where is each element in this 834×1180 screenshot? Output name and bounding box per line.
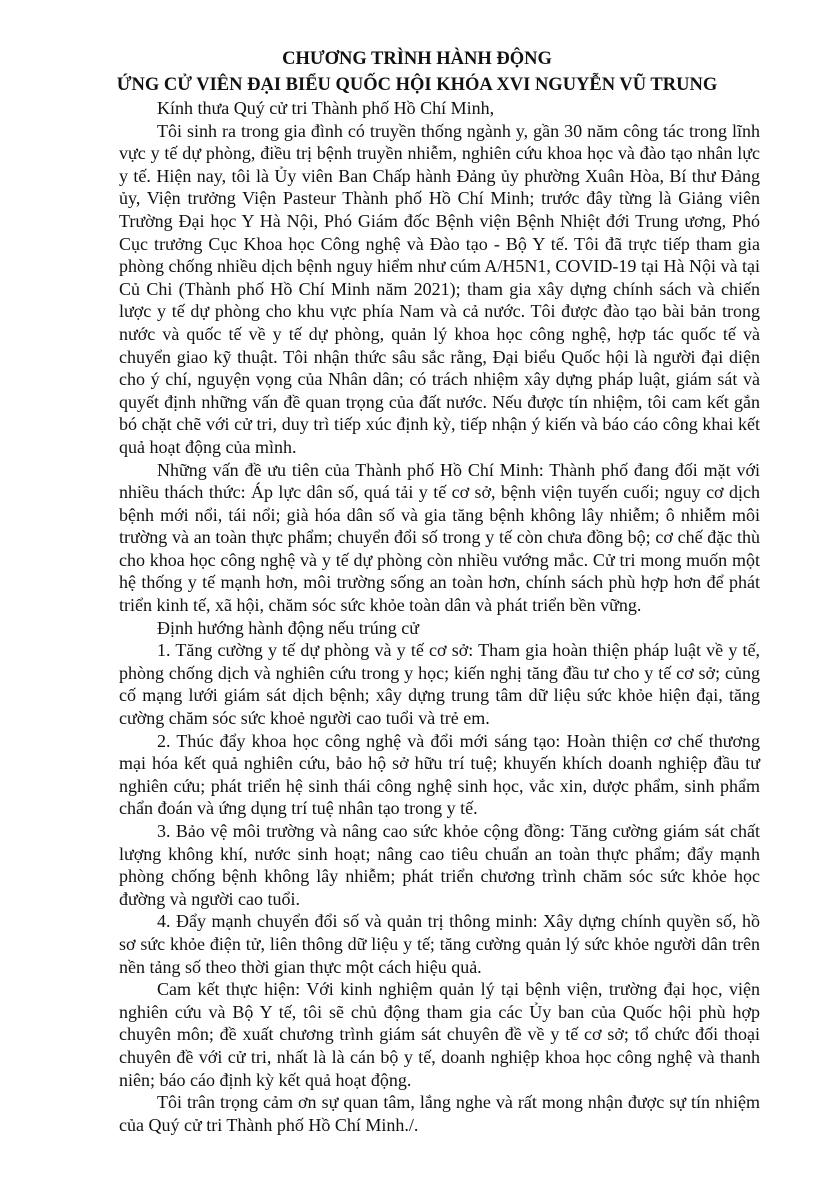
greeting: Kính thưa Quý cử tri Thành phố Hồ Chí Minh, [157, 98, 495, 118]
action-item-3: 3. Bảo vệ môi trường và nâng cao sức khỏe cộng đồng: Tăng cường giám sát chất lượng không khí, nước sinh hoạt; nâng cao tiêu chuẩn an toàn thực phẩm; đẩy mạnh phòng chống bệnh không lây nhiễm; phát triển chương trình chăm sóc sức khỏe học đường và người cao tuổi. [119, 821, 760, 909]
paragraph-introduction: Tôi sinh ra trong gia đình có truyền thống ngành y, gần 30 năm công tác trong lĩnh vực y tế dự phòng, điều trị bệnh truyền nhiễm, nghiên cứu khoa học và đào tạo nhân lực y tế. Hiện nay, tôi là Ủy viên Ban Chấp hành Đảng ủy phường Xuân Hòa, Bí thư Đảng ủy, Viện trưởng Viện Pasteur Thành phố Hồ Chí Minh; trước đây từng là Giảng viên Trường Đại học Y Hà Nội, Phó Giám đốc Bệnh viện Bệnh Nhiệt đới Trung ương, Phó Cục trưởng Cục Khoa học Công nghệ và Đào tạo - Bộ Y tế. Tôi đã trực tiếp tham gia phòng chống nhiều dịch bệnh nguy hiểm như cúm A/H5N1, COVID-19 tại Hà Nội và tại Củ Chi (Thành phố Hồ Chí Minh năm 2021); tham gia xây dựng chính sách và chiến lược y tế dự phòng cho khu vực phía Nam và cả nước. Tôi được đào tạo bài bản trong nước và quốc tế về y tế dự phòng, quản lý khoa học công nghệ, hợp tác quốc tế và chuyển giao kỹ thuật. Tôi nhận thức sâu sắc rằng, Đại biểu Quốc hội là người đại diện cho ý chí, nguyện vọng của Nhân dân; có trách nhiệm xây dựng pháp luật, giám sát và quyết định những vấn đề quan trọng của đất nước. Nếu được tín nhiệm, tôi cam kết gắn bó chặt chẽ với cử tri, duy trì tiếp xúc định kỳ, tiếp nhận ý kiến và báo cáo công khai kết quả hoạt động của mình. [119, 120, 760, 457]
document-subtitle: ỨNG CỬ VIÊN ĐẠI BIỂU QUỐC HỘI KHÓA XVI NGUYỄN VŨ TRUNG [116, 75, 718, 95]
paragraph-priorities: Những vấn đề ưu tiên của Thành phố Hồ Chí Minh: Thành phố đang đối mặt với nhiều thách thức: Áp lực dân số, quá tải y tế cơ sở, bệnh viện tuyến cuối; nguy cơ dịch bệnh mới nổi, tái nổi; già hóa dân số và gia tăng bệnh không lây nhiễm; ô nhiễm môi trường và an toàn thực phẩm; chuyển đổi số trong y tế còn chưa đồng bộ; cơ chế đặc thù cho khoa học công nghệ và y tế dự phòng còn nhiều vướng mắc. Cử tri mong muốn một hệ thống y tế mạnh hơn, môi trường sống an toàn hơn, chính sách phù hợp hơn để phát triển kinh tế, xã hội, chăm sóc sức khỏe toàn dân và phát triển bền vững. [119, 459, 760, 616]
section-heading-action-plan: Định hướng hành động nếu trúng cử [157, 617, 419, 638]
action-item-2: 2. Thúc đẩy khoa học công nghệ và đổi mới sáng tạo: Hoàn thiện cơ chế thương mại hóa kết quả nghiên cứu, bảo hộ sở hữu trí tuệ; khuyến khích doanh nghiệp đầu tư nghiên cứu; phát triển hệ sinh thái công nghệ sinh học, vắc xin, dược phẩm, sinh phẩm chẩn đoán và ứng dụng trí tuệ nhân tạo trong y tế. [119, 730, 760, 819]
document-body [119, 97, 760, 1136]
document-title: CHƯƠNG TRÌNH HÀNH ĐỘNG [282, 49, 552, 69]
paragraph-commitment: Cam kết thực hiện: Với kinh nghiệm quản lý tại bệnh viện, trường đại học, viện nghiên cứu và Bộ Y tế, tôi sẽ chủ động tham gia các Ủy ban của Quốc hội phù hợp chuyên môn; đề xuất chương trình giám sát chuyên đề về y tế cơ sở; tổ chức đối thoại chuyên đề với cử tri, nhất là là cán bộ y tế, doanh nghiệp khoa học công nghệ và thanh niên; báo cáo định kỳ kết quả hoạt động. [119, 979, 760, 1090]
action-item-4: 4. Đẩy mạnh chuyển đổi số và quản trị thông minh: Xây dựng chính quyền số, hồ sơ sức khỏe điện tử, liên thông dữ liệu y tế; tăng cường quản lý sức khỏe người dân trên nền tảng số theo thời gian thực một cách hiệu quả. [119, 911, 760, 977]
action-item-1: 1. Tăng cường y tế dự phòng và y tế cơ sở: Tham gia hoàn thiện pháp luật về y tế, phòng chống dịch và nghiên cứu trong y học; kiến nghị tăng đầu tư cho y tế cơ sở; củng cố mạng lưới giám sát dịch bệnh; xây dựng trung tâm dữ liệu sức khỏe hiện đại, tăng cường chăm sóc sức khoẻ người cao tuổi và trẻ em. [119, 640, 760, 729]
paragraph-closing: Tôi trân trọng cảm ơn sự quan tâm, lắng nghe và rất mong nhận được sự tín nhiệm của Quý cử tri Thành phố Hồ Chí Minh./. [119, 1092, 760, 1135]
